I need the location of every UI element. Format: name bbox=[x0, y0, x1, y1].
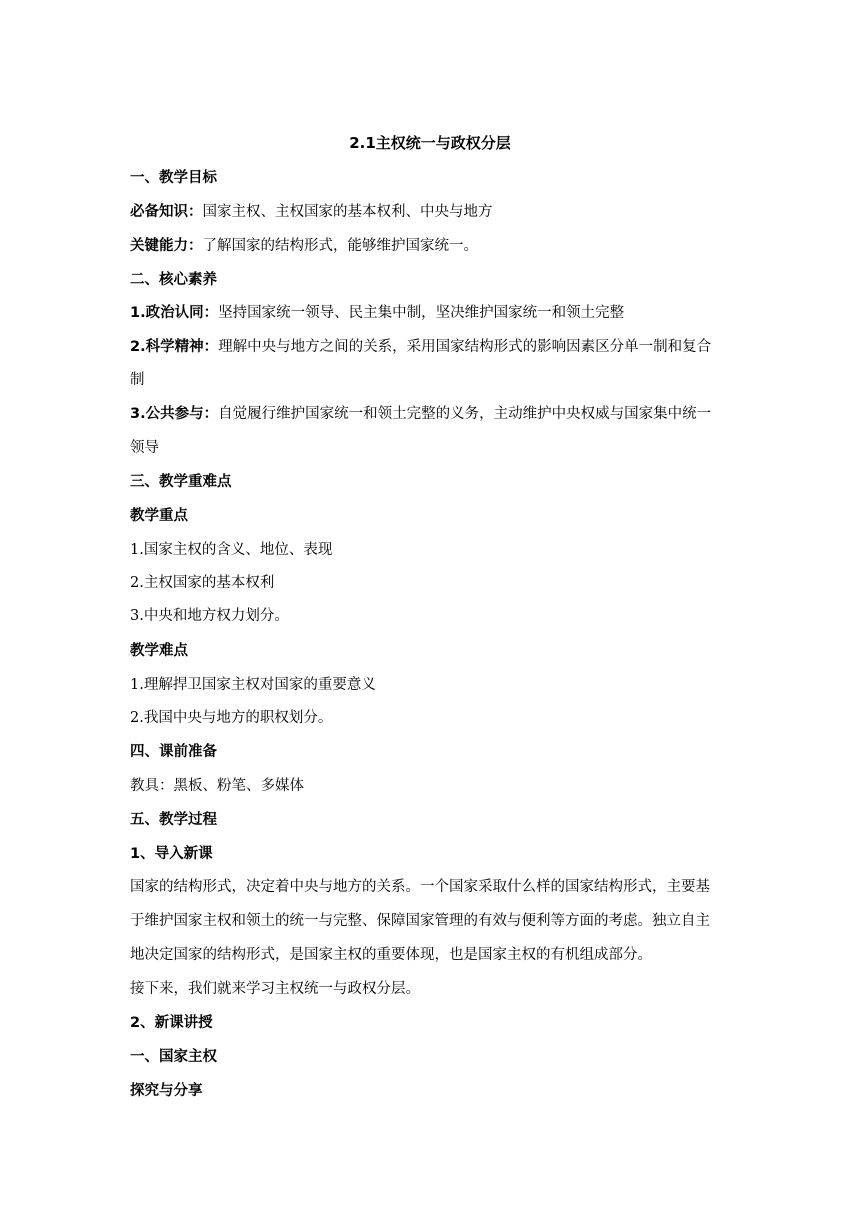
subheading-difficulty: 教学难点 bbox=[130, 643, 188, 659]
literacy-1-label: 1.政治认同： bbox=[130, 305, 219, 321]
list-item-key-3: 3.中央和地方权力划分。 bbox=[130, 608, 289, 624]
literacy-2-text: 理解中央与地方之间的关系，采用国家结构形式的影响因素区分单一制和复合 bbox=[218, 339, 712, 355]
section-heading-process: 五、教学过程 bbox=[130, 812, 217, 828]
paragraph-intro-line-3: 地决定国家的结构形式，是国家主权的重要体现，也是国家主权的有机组成部分。 bbox=[130, 947, 652, 963]
subheading-intro: 1、导入新课 bbox=[130, 846, 213, 862]
paragraph-knowledge bbox=[130, 202, 493, 222]
paragraph-ability bbox=[130, 236, 478, 256]
list-item-difficulty-2: 2.我国中央与地方的职权划分。 bbox=[130, 710, 333, 726]
paragraph-intro-line-1: 国家的结构形式，决定着中央与地方的关系。一个国家采取什么样的国家结构形式，主要基 bbox=[130, 879, 710, 895]
subheading-explore: 探究与分享 bbox=[130, 1083, 203, 1099]
section-heading-literacy: 二、核心素养 bbox=[130, 272, 217, 288]
paragraph-literacy-2-cont: 制 bbox=[130, 372, 145, 388]
list-item-key-2: 2.主权国家的基本权利 bbox=[130, 575, 275, 591]
knowledge-label: 必备知识： bbox=[130, 204, 203, 220]
ability-text: 了解国家的结构形式，能够维护国家统一。 bbox=[202, 238, 478, 254]
paragraph-prep: 教具：黑板、粉笔、多媒体 bbox=[130, 778, 304, 794]
literacy-2-label: 2.科学精神： bbox=[130, 339, 219, 355]
list-item-difficulty-1: 1.理解捍卫国家主权对国家的重要意义 bbox=[130, 677, 376, 693]
literacy-3-label: 3.公共参与： bbox=[130, 406, 219, 422]
paragraph-literacy-1 bbox=[130, 303, 624, 323]
document-title: 2.1主权统一与政权分层 bbox=[349, 134, 511, 152]
section-heading-keypoints: 三、教学重难点 bbox=[130, 474, 232, 490]
paragraph-intro-2: 接下来，我们就来学习主权统一与政权分层。 bbox=[130, 981, 420, 997]
subheading-sovereignty: 一、国家主权 bbox=[130, 1049, 217, 1065]
subheading-lecture: 2、新课讲授 bbox=[130, 1015, 213, 1031]
list-item-key-1: 1.国家主权的含义、地位、表现 bbox=[130, 542, 333, 558]
literacy-3-text: 自觉履行维护国家统一和领土完整的义务，主动维护中央权威与国家集中统一 bbox=[218, 406, 712, 422]
subheading-key: 教学重点 bbox=[130, 508, 188, 524]
section-heading-prep: 四、课前准备 bbox=[130, 744, 217, 760]
section-heading-objectives: 一、教学目标 bbox=[130, 170, 217, 186]
knowledge-text: 国家主权、主权国家的基本权利、中央与地方 bbox=[202, 204, 493, 220]
paragraph-literacy-2 bbox=[130, 337, 711, 357]
literacy-1-text: 坚持国家统一领导、民主集中制，坚决维护国家统一和领土完整 bbox=[218, 305, 625, 321]
paragraph-literacy-3-cont: 领导 bbox=[130, 440, 159, 456]
ability-label: 关键能力： bbox=[130, 238, 203, 254]
paragraph-intro-line-2: 于维护国家主权和领土的统一与完整、保障国家管理的有效与便利等方面的考虑。独立自主 bbox=[130, 913, 710, 929]
paragraph-literacy-3 bbox=[130, 404, 711, 424]
